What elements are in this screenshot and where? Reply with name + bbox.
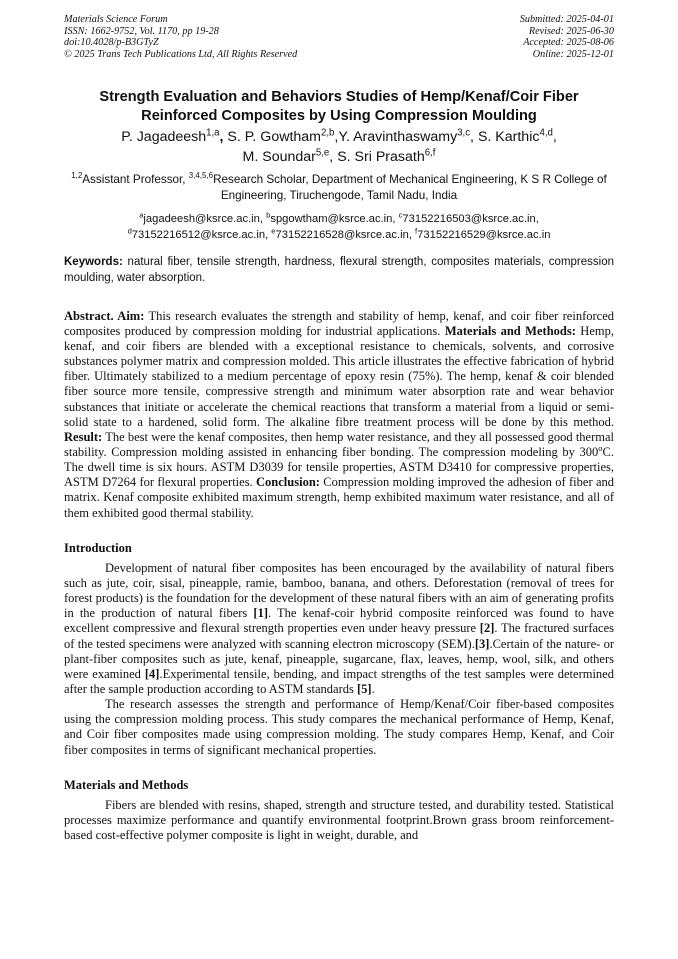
revised-date: Revised: 2025-06-30 xyxy=(528,25,614,37)
email-list: $^a$jagadeesh@ksrce.ac.in, $^b$spgowtham@ksrce.ac.in, $^c$73152216503@ksrce.ac.in, $^d$73152216512@ksrce.ac.in, $^e$73152216528@ksrce.ac.in, $^f$73152216529@ksrce.ac.in xyxy=(127,210,551,241)
author: S. Karthic$^{4,d}$ xyxy=(477,127,553,146)
paragraph-text: . The kenaf-coir hybrid composite reinforced was found to have excellent compressive and flexural strength properties even under heavy pressure xyxy=(64,606,615,636)
paragraph-text: . The fractured surfaces of the tested specimens were analyzed with scanning electron microscopy (SEM). xyxy=(64,621,614,651)
author: Y. Aravinthaswamy$^{3,c}$ xyxy=(338,127,471,146)
journal-name: Materials Science Forum xyxy=(64,14,168,25)
doi: doi:10.4028/p-B3GTyZ xyxy=(64,37,159,49)
paragraph-text: .Certain of the nature- or plant-fiber composites such as jute, kenaf, pineapple, sugarcane, flax, leaves, hemp, wool, silk, and others were examined xyxy=(64,636,614,681)
paragraph-text: .Experimental tensile, bending, and impact strengths of the test samples were determined after the sample production according to ASTM standards xyxy=(64,666,614,696)
methods-heading: Materials and Methods xyxy=(64,777,189,792)
copyright: © 2025 Trans Tech Publications Ltd, All Rights Reserved xyxy=(64,48,298,60)
issn: ISSN: 1662-9752, Vol. 1170, pp 19-28 xyxy=(64,25,219,37)
email-link[interactable]: $^d$73152216512@ksrce.ac.in xyxy=(127,226,266,241)
paragraph-text: Development of natural fiber composites has been encouraged by the availability of natural fibers such as jute, coir, sisal, pineapple, ramie, bamboo, banana, and others. Deforestation (removal of trees for forest products) is the foundation for the development of these natural fibers with an aim of generating profits in the production of natural fibers xyxy=(64,560,614,621)
paragraph-text: . xyxy=(371,682,375,696)
citation-ref[interactable]: [3] xyxy=(474,636,490,651)
keywords-text: natural fiber, tensile strength, hardness, flexural strength, composites materials, compression moulding, water absorption. xyxy=(64,256,614,284)
citation-ref[interactable]: [2] xyxy=(479,621,495,636)
author: M. Soundar$^{5,e}$ xyxy=(242,147,330,166)
author: P. Jagadeesh$^{1,a}$ xyxy=(121,127,220,146)
email-link[interactable]: $^b$spgowtham@ksrce.ac.in xyxy=(266,210,393,226)
abstract: Abstract. Aim: This research evaluates the strength and stability of hemp, kenaf, and coir fiber reinforced composites produced by compression molding for industrial applications. Materials and Methods: Hemp, kenaf, and coir fibers are blended with a exceptional resistance to chemicals, solvents, and corrosive substances polymer matrix and compression molded. This article illustrates the effective fabrication of hybrid fiber. Ultimately stabilized to a medium percentage of epoxy resin (75%). The hemp, kenaf & coir blended fiber source more tensile, compressive strength and minimum water absorption rate and wear behavior substances that initiate or accelerate the chemical reactions that transform a material from a liquid or semi-solid state to a hardened, solid form. The alkaline fibre treatment process will be done by this method. Result: The best were the kenaf composites, then hemp water resistance, and they all possessed good thermal stability. Compression molding assisted in enhancing fiber bonding. The compression modeling by 300$^o$C. The dwell time is six hours. ASTM D3039 for tensile properties, ASTM D3410 for compressive properties, ASTM D7264 for flexural properties. Conclusion: Compression molding improved the adhesion of fiber and matrix. Kenaf composite exhibited maximum strength, hemp exhibited maximum water resistance, and all of them exhibited good thermal stability. xyxy=(64,308,615,520)
accepted-date: Accepted: 2025-08-06 xyxy=(523,37,614,49)
submitted-date: Submitted: 2025-04-01 xyxy=(519,14,614,25)
author: S. P. Gowtham$^{2,b}$ xyxy=(227,127,335,146)
dates-info xyxy=(520,14,614,60)
citation-ref[interactable]: [1] xyxy=(253,606,268,621)
keywords xyxy=(64,255,614,286)
citation-ref[interactable]: [4] xyxy=(144,666,160,681)
introduction-paragraph: The research assesses the strength and performance of Hemp/Kenaf/Coir fiber-based composites using the compression molding process. This study compares the mechanical performance of Hemp, Kenaf, and Coir fiber composites made using compression molding. The study compares Hemp, Kenaf, and Coir fiber composites in terms of significant mechanical properties. xyxy=(64,697,614,757)
author: S. Sri Prasath$^{6,f}$ xyxy=(337,147,436,166)
email-link[interactable]: $^e$73152216528@ksrce.ac.in xyxy=(271,226,409,241)
paper-page xyxy=(64,14,614,843)
running-header xyxy=(64,14,614,60)
methods-paragraph: Fibers are blended with resins, shaped, strength and structure tested, and durability tested. Statistical processes maximize performance and quantify environmental footprint.Brown grass broom reinforcement-based cost-effective polymer composite is light in weight, durable, and xyxy=(64,797,614,843)
author-list: P. Jagadeesh$^{1,a}$, S. P. Gowtham$^{2,b}$,Y. Aravinthaswamy$^{3,c}$, S. Karthic$^{4,d}$, M. Soundar$^{5,e}$, S. Sri Prasath$^{6,f}$ xyxy=(121,127,557,166)
affiliation: $^{1,2}$Assistant Professor, $^{3,4,5,6}$Research Scholar, Department of Mechanical Engineering, K S R College of Engineering, Tiruchengode, Tamil Nadu, India xyxy=(71,171,607,203)
introduction-paragraph xyxy=(64,561,614,697)
introduction-heading: Introduction xyxy=(64,540,132,555)
email-link[interactable]: $^f$73152216529@ksrce.ac.in xyxy=(415,226,551,241)
keywords-label: Keywords: xyxy=(64,256,123,269)
citation-ref[interactable]: [5] xyxy=(356,682,372,696)
email-link[interactable]: $^c$73152216503@ksrce.ac.in xyxy=(398,210,536,226)
online-date: Online: 2025-12-01 xyxy=(532,48,614,60)
email-link[interactable]: $^a$jagadeesh@ksrce.ac.in xyxy=(139,210,260,226)
paper-title: Strength Evaluation and Behaviors Studies of Hemp/Kenaf/Coir Fiber Reinforced Composites by Using Compression Moulding xyxy=(99,89,579,125)
journal-info xyxy=(64,14,297,60)
